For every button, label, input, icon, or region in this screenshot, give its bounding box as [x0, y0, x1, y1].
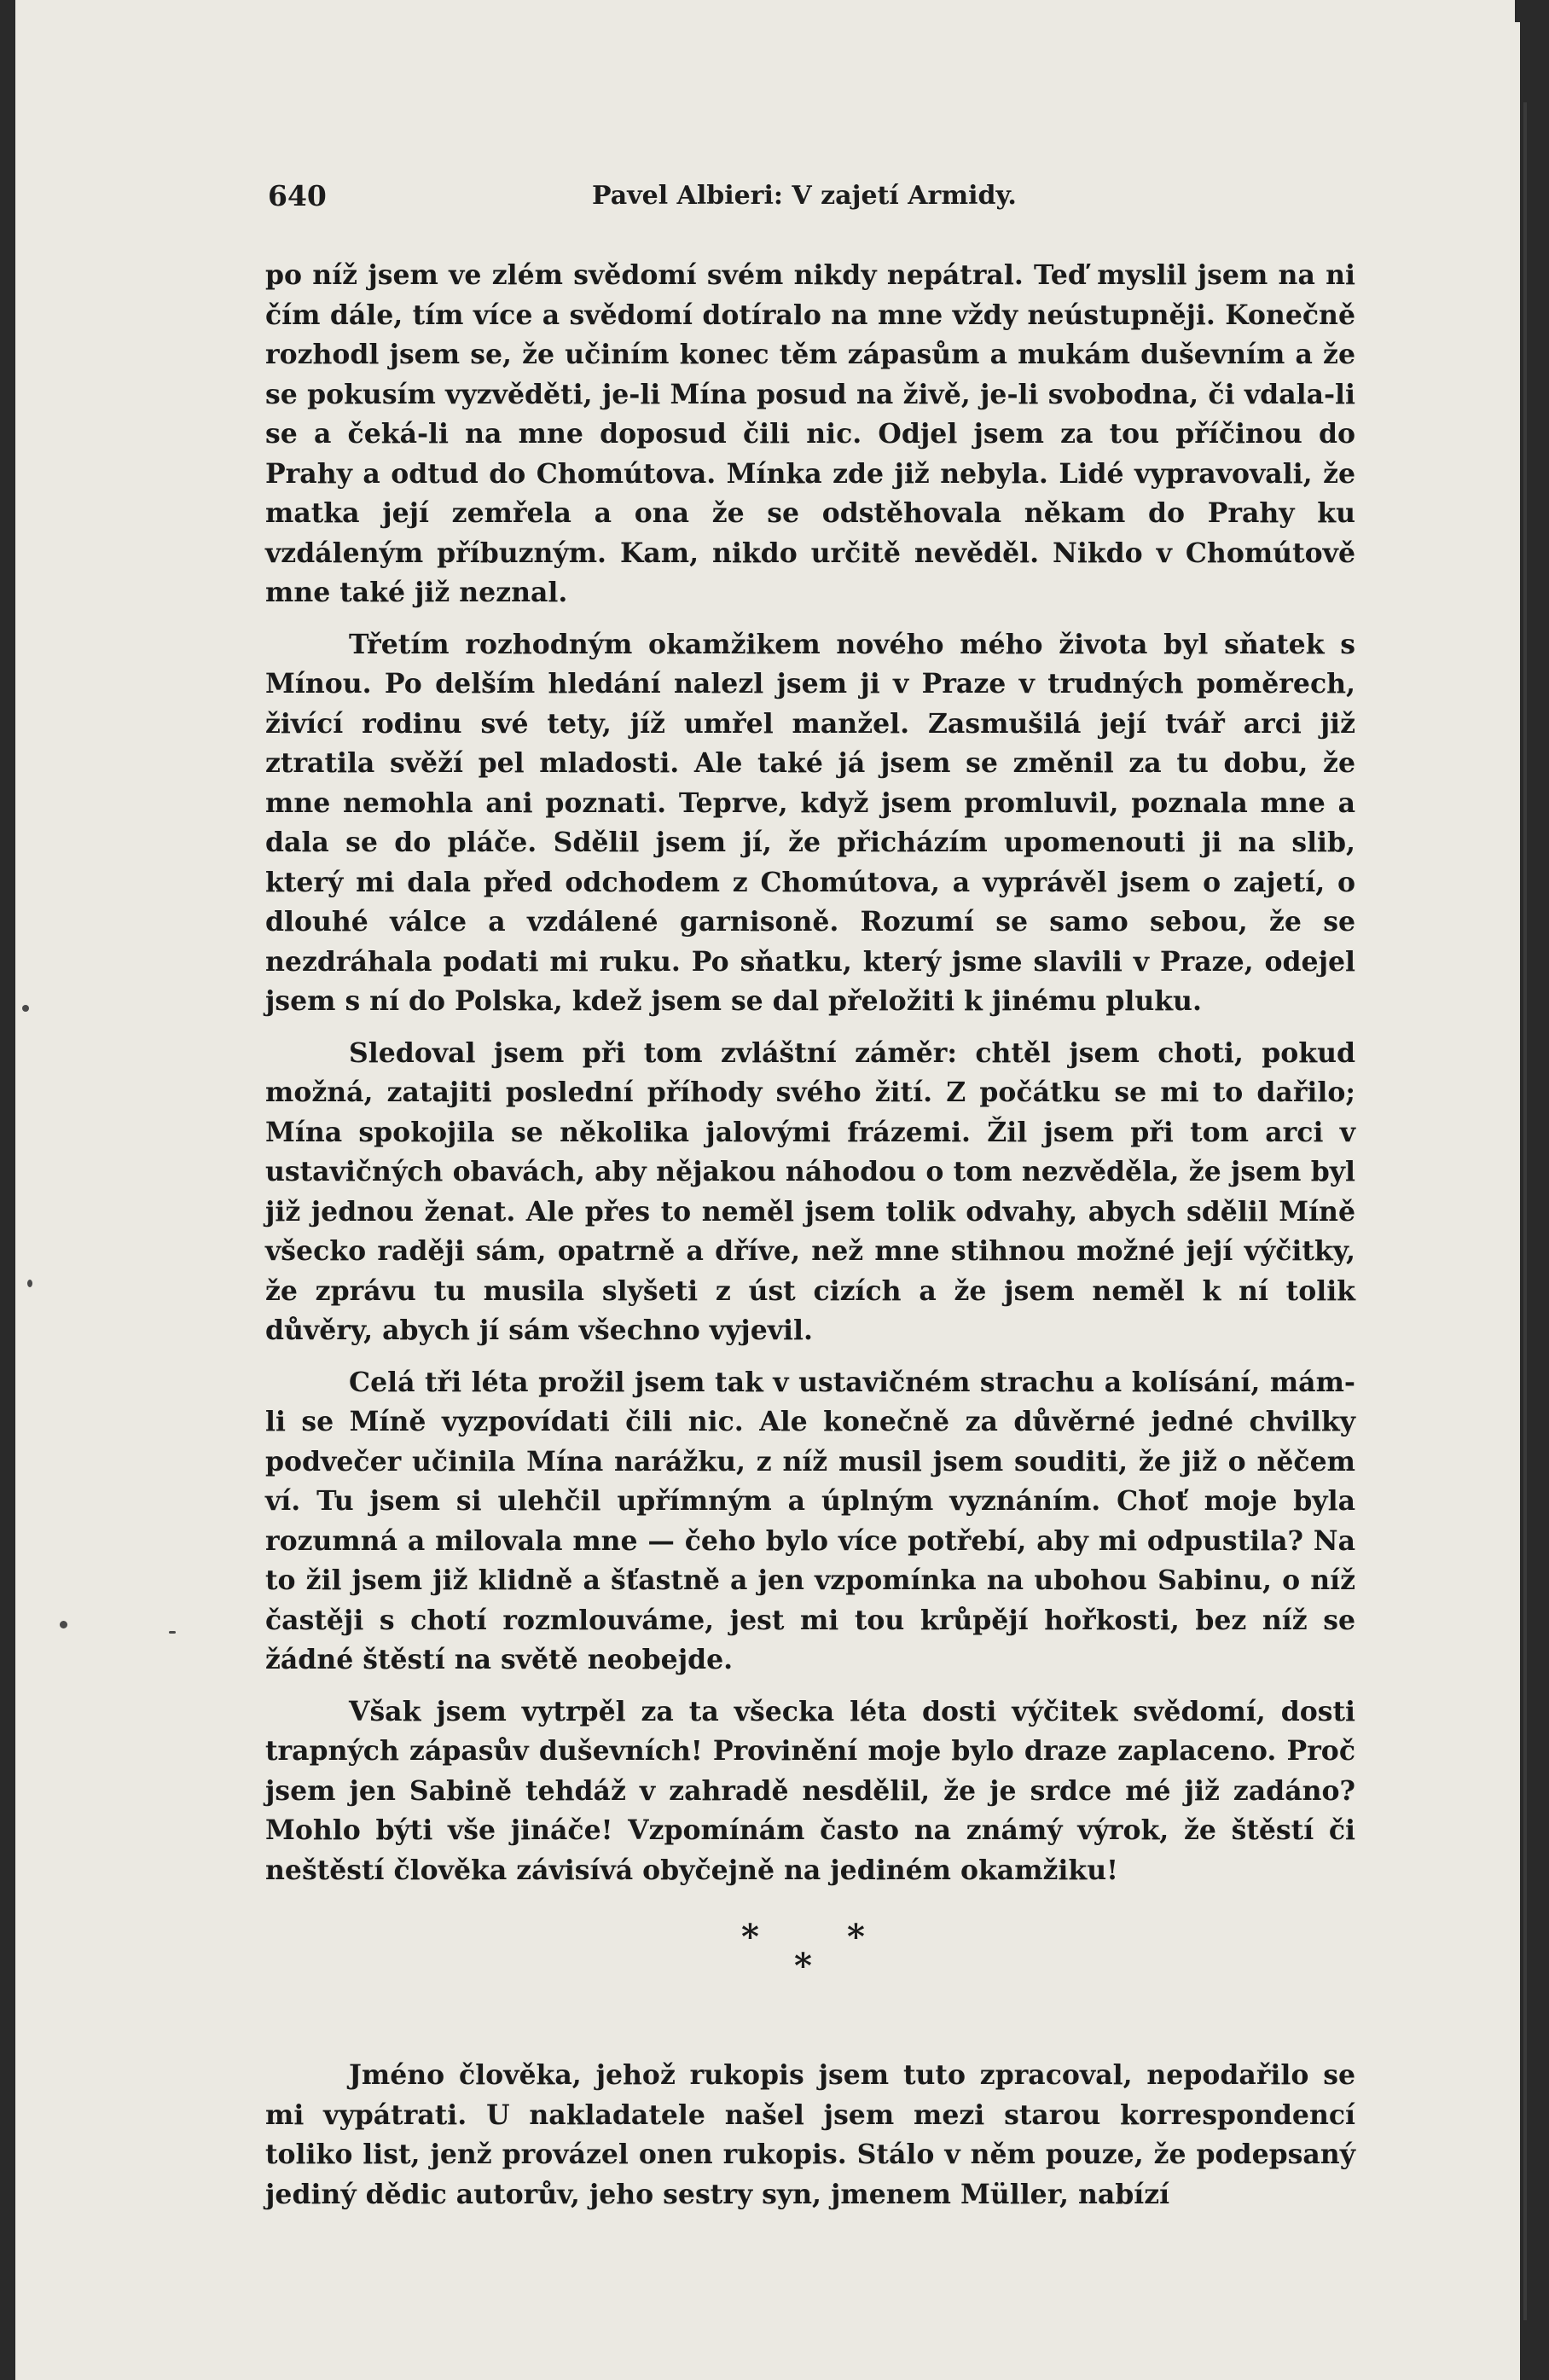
paragraph-marriage: Třetím rozhodným okamžikem nového mého života byl sňatek s Mínou. Po delším hledání nalezl jsem ji v Praze v trudných poměrech, živící rodinu své tety, jíž umřel manžel. Zasmušilá její tvář arci již ztratila svěží pel mladosti. Ale také já jsem se změnil za tu dobu, že mne nemohla ani poznati. Teprve, když jsem promluvil, poznala mne a dala se do pláče. Sdělil jsem jí, že přicházím upomenouti ji na slib, který mi dala před odchodem z Chomútova, a vyprávěl jsem o zajetí, o dlouhé válce a vzdálené garnisoně. Rozumí se samo sebou, že se nezdráhala podati mi ruku. Po sňatku, který jsme slavili v Praze, odejel jsem s ní do Polska, kdež jsem se dal přeložiti k jinému pluku. [265, 628, 1355, 1017]
running-head [268, 179, 1353, 220]
paragraph-continuation: po níž jsem ve zlém svědomí svém nikdy nepátral. Teď myslil jsem na ni čím dále, tím více a svědomí dotíralo na mne vždy neústupněji. Konečně rozhodl jsem se, že učiním konec těm zápasům a mukám duševním a že se pokusím vyzvěděti, je-li Mína posud na živě, je-li svobodna, či vdala-li se a čeká-li na mne doposud čili nic. Odjel jsem za tou příčinou do Prahy a odtud do Chomútova. Mínka zde již nebyla. Lidé vypravovali, že matka její zemřela a ona že se odstěhovala někam do Prahy ku vzdáleným příbuzným. Kam, nikdo určitě nevěděl. Nikdo v Chomútově mne také již neznal. [265, 259, 1355, 608]
running-title: Pavel Albieri: V zajetí Armidy. [592, 181, 1017, 211]
page-number: 640 [268, 179, 327, 212]
paragraph-remorse: Však jsem vytrpěl za ta všecka léta dosti výčitek svědomí, dosti trapných zápasův duševních! Provinění moje bylo draze zaplaceno. Proč jsem jen Sabině tehdáž v zahradě nesdělil, že je srdce mé již zadáno? Mohlo býti vše jináče! Vzpomínám často na známý výrok, že štěstí či neštěstí člověka závisívá obyčejně na jediném okamžiku! [265, 1695, 1355, 1886]
margin-speck [22, 1005, 29, 1012]
separator-star: * [847, 1917, 865, 1957]
separator-star: * [741, 1917, 759, 1957]
section-separator [265, 1909, 1355, 2011]
separator-star: * [794, 1946, 812, 1986]
scan-border-corner [1515, 0, 1549, 22]
paragraph-confession: Celá tři léta prožil jsem tak v ustavičném strachu a kolísání, mám-li se Míně vyzpovídati čili nic. Ale konečně za důvěrné jedné chvilky podvečer učinila Mína narážku, z níž musil jsem souditi, že již o něčem ví. Tu jsem si ulehčil upřímným a úplným vyznáním. Choť moje byla rozumná a milovala mne — čeho bylo více potřebí, aby mi odpustila? Na to žil jsem již klidně a šťastně a jen vzpomínka na ubohou Sabinu, o níž častěji s chotí rozmlouváme, jest mi tou krůpějí hořkosti, bez níž se žádné štěstí na světě neobejde. [265, 1366, 1355, 1675]
margin-speck [27, 1280, 32, 1287]
scan-gutter-line [1523, 102, 1527, 2320]
paragraph-secret: Sledoval jsem při tom zvláštní záměr: chtěl jsem choti, pokud možná, zatajiti poslední příhody svého žití. Z počátku se mi to dařilo; Mína spokojila se několika jalovými frázemi. Žil jsem při tom arci v ustavičných obavách, aby nějakou náhodou o tom nezvěděla, že jsem byl již jednou ženat. Ale přes to neměl jsem tolik odvahy, abych sdělil Míně všecko raději sám, opatrně a dříve, než mne stihnou možné její výčitky, že zprávu tu musila slyšeti z úst cizích a že jsem neměl k ní tolik důvěry, abych jí sám všechno vyjevil. [265, 1036, 1355, 1346]
paragraph-epilogue: Jméno člověka, jehož rukopis jsem tuto zpracoval, nepodařilo se mi vypátrati. U nakladatele našel jsem mezi starou korrespondencí toliko list, jenž provázel onen rukopis. Stálo v něm pouze, že podepsaný jediný dědic autorův, jeho sestry syn, jmenem Müller, nabízí [265, 2059, 1355, 2210]
margin-speck [169, 1631, 176, 1634]
margin-speck [60, 1621, 67, 1628]
book-page [15, 0, 1520, 2380]
body-text [265, 256, 1355, 2215]
